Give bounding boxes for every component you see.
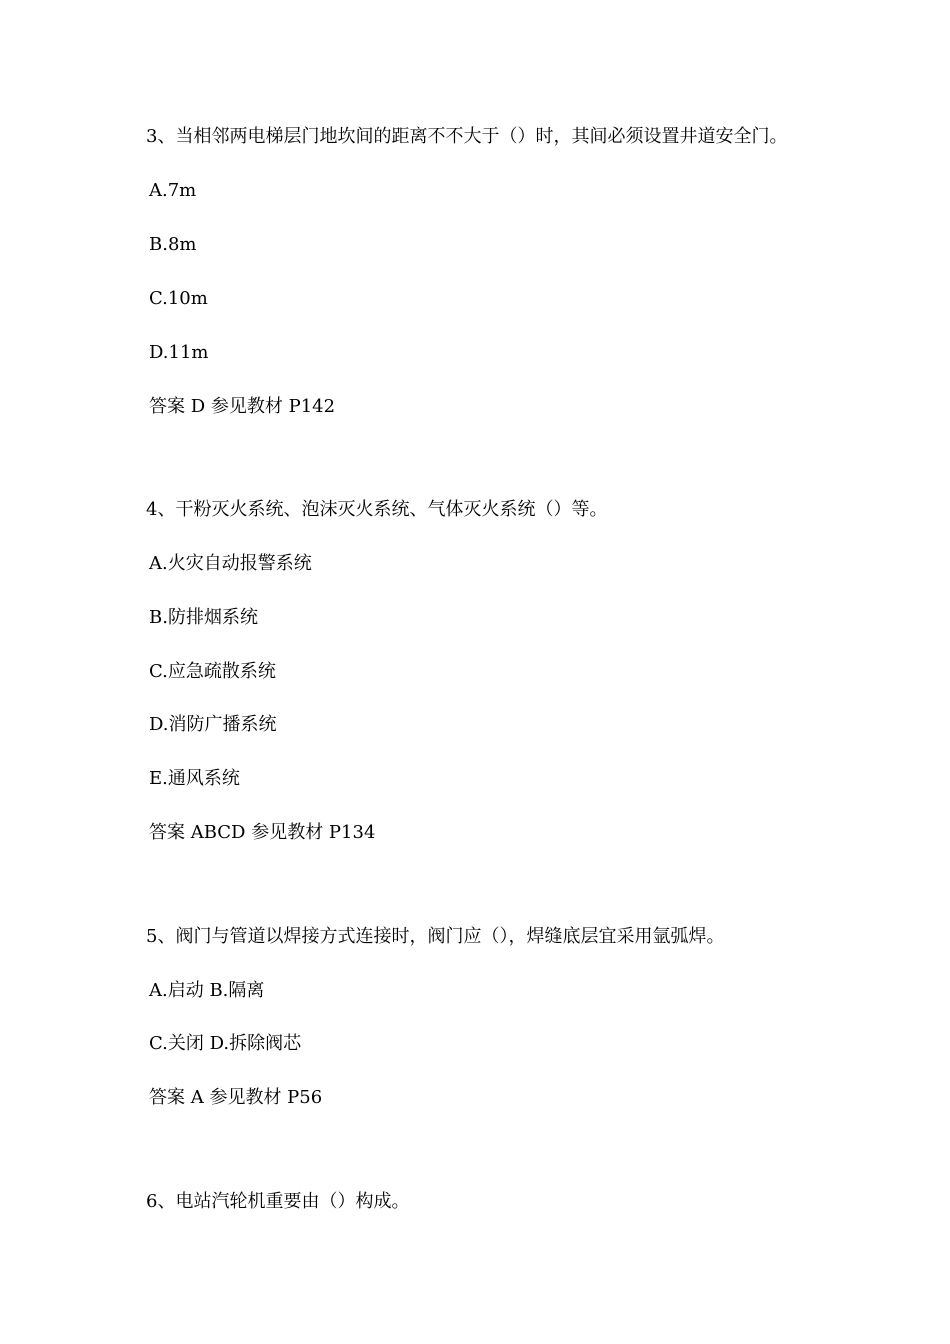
question-3-option-c: C.10m bbox=[149, 288, 208, 309]
question-4-option-c: C.应急疏散系统 bbox=[149, 661, 276, 682]
question-5-options-cd: C.关闭 D.拆除阀芯 bbox=[149, 1033, 302, 1054]
question-4-answer: 答案 ABCD 参见教材 P134 bbox=[149, 822, 376, 843]
question-5-stem: 5、阀门与管道以焊接方式连接时，阀门应（），焊缝底层宜采用氩弧焊。 bbox=[146, 926, 725, 947]
question-4-option-b: B.防排烟系统 bbox=[149, 607, 258, 628]
question-6-stem: 6、电站汽轮机重要由（）构成。 bbox=[146, 1191, 410, 1212]
question-3-answer: 答案 D 参见教材 P142 bbox=[149, 396, 336, 417]
question-3-stem: 3、当相邻两电梯层门地坎间的距离不不大于（）时，其间必须设置井道安全门。 bbox=[146, 126, 788, 147]
question-3-option-b: B.8m bbox=[149, 234, 197, 255]
question-5-answer: 答案 A 参见教材 P56 bbox=[149, 1087, 323, 1108]
question-5-options-ab: A.启动 B.隔离 bbox=[149, 980, 265, 1001]
question-4-stem: 4、干粉灭火系统、泡沫灭火系统、气体灭火系统（）等。 bbox=[146, 499, 608, 520]
question-3-option-d: D.11m bbox=[149, 342, 209, 363]
question-4-option-d: D.消防广播系统 bbox=[149, 714, 277, 735]
question-4-option-e: E.通风系统 bbox=[149, 768, 240, 789]
question-3-option-a: A.7m bbox=[149, 180, 197, 201]
question-4-option-a: A.火灾自动报警系统 bbox=[149, 553, 312, 574]
